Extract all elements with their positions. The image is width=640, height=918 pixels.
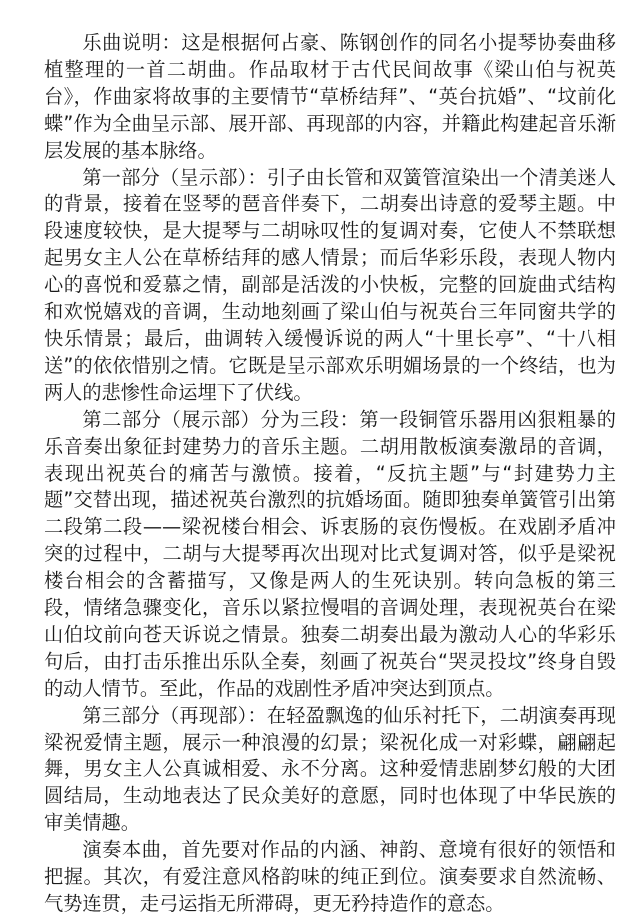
document-body xyxy=(44,30,616,918)
paragraph-part-three: 第三部分（再现部）：在轻盈飘逸的仙乐衬托下，二胡演奏再现梁祝爱情主题，展示一种浪漫的幻景；梁祝化成一对彩蝶，翩翩起舞，男女主人公真诚相爱、永不分离。这种爱情悲剧梦幻般的大团圆结局，生动地表达了民众美好的意愿，同时也体现了中华民族的审美情趣。 xyxy=(44,703,616,835)
paragraph-description: 乐曲说明：这是根据何占豪、陈钢创作的同名小提琴协奏曲移植整理的一首二胡曲。作品取材于古代民间故事《梁山伯与祝英台》，作曲家将故事的主要情节“草桥结拜”、“英台抗婚”、“坟前化蝶”作为全曲呈示部、展开部、再现部的内容，并籍此构建起音乐渐层发展的基本脉络。 xyxy=(44,31,616,162)
paragraph-part-two: 第二部分（展示部）分为三段：第一段铜管乐器用凶狠粗暴的乐音奏出象征封建势力的音乐主题。二胡用散板演奏激昂的音调，表现出祝英台的痛苦与激愤。接着，“反抗主题”与“封建势力主题”交替出现，描述祝英台激烈的抗婚场面。随即独奏单簧管引出第二段第二段——梁祝楼台相会、诉衷肠的哀伤慢板。在戏剧矛盾冲突的过程中，二胡与大提琴再次出现对比式复调对答，似乎是梁祝楼台相会的含蓄描写，又像是两人的生死诀别。转向急板的第三段，情绪急骤变化，音乐以紧拉慢唱的音调处理，表现祝英台在梁山伯坟前向苍天诉说之情景。独奏二胡奏出最为激动人心的华彩乐句后，由打击乐推出乐队全奏，刻画了祝英台“哭灵投坟”终身自毁的动人情节。至此，作品的戏剧性矛盾冲突达到顶点。 xyxy=(44,407,616,700)
paragraph-performance: 演奏本曲，首先要对作品的内涵、神韵、意境有很好的领悟和把握。其次，有爱注意风格韵味的纯正到位。演奏要求自然流畅、气势连贯，走弓运指无所滞碍，更无矜持造作的意态。 xyxy=(44,838,616,915)
paragraph-part-one: 第一部分（呈示部）：引子由长管和双簧管渲染出一个清美迷人的背景，接着在竖琴的琶音伴奏下，二胡奏出诗意的爱琴主题。中段速度较快，是大提琴与二胡咏叹性的复调对奏，它使人不禁联想起男女主人公在草桥结拜的感人情景；而后华彩乐段，表现人物内心的喜悦和爱慕之情，副部是活泼的小快板，完整的回旋曲式结构和欢悦嬉戏的音调，生动地刻画了梁山伯与祝英台三年同窗共学的快乐情景；最后，曲调转入缓慢诉说的两人“十里长亭”、“十八相送”的依依惜别之情。它既是呈示部欢乐明媚场景的一个终结，也为两人的悲惨性命运埋下了伏线。 xyxy=(44,165,616,404)
